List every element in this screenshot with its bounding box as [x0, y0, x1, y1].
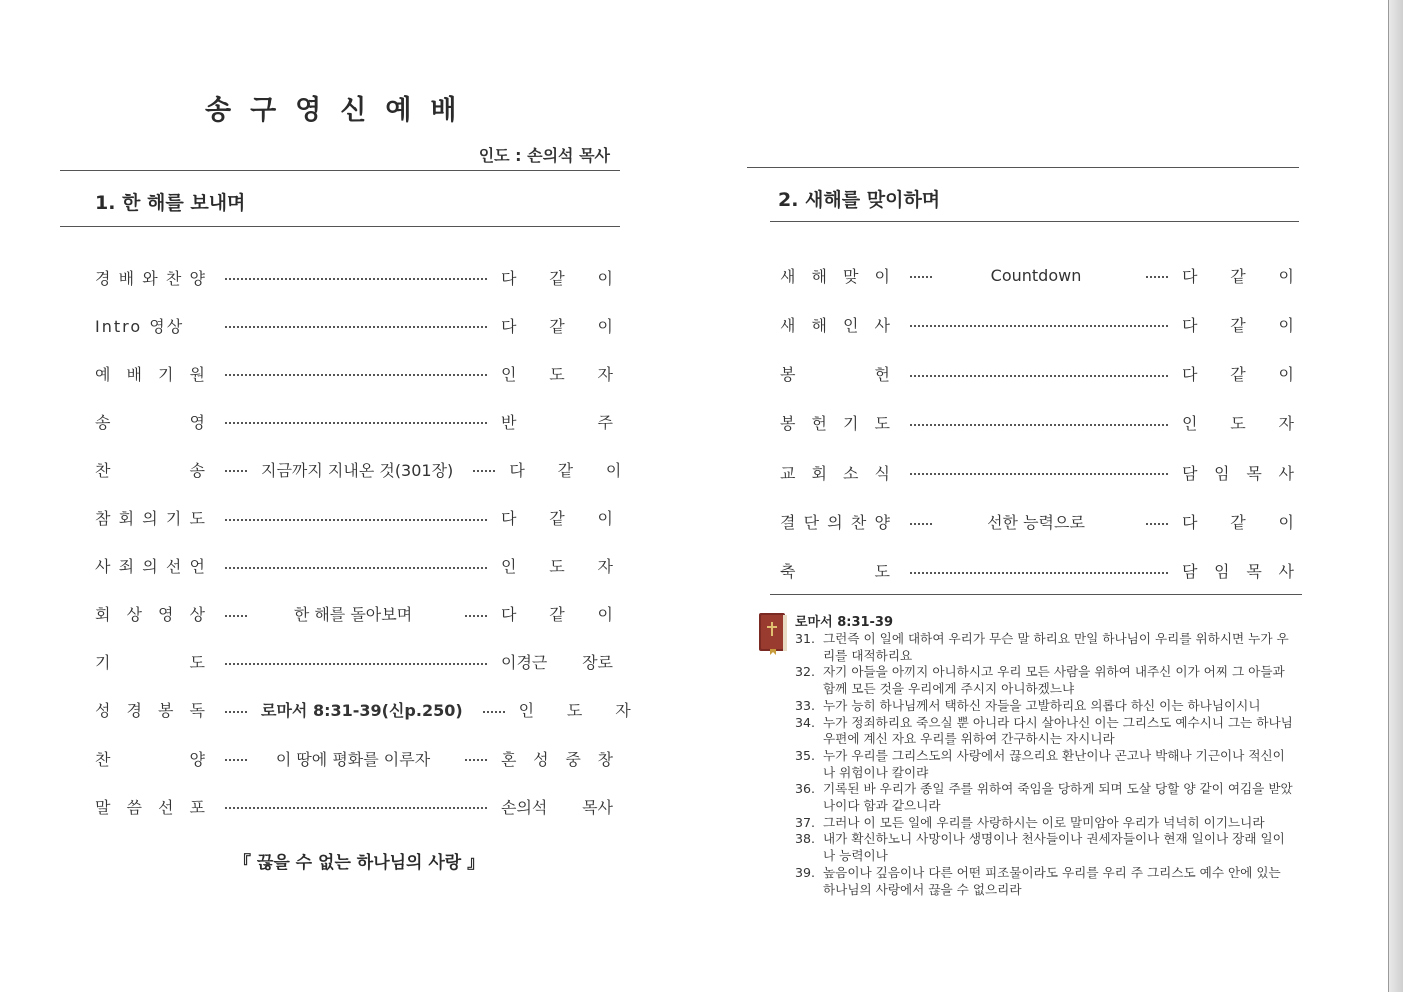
item-responder: 담 임 목 사: [1182, 562, 1294, 582]
item-responder: 다 같 이: [501, 316, 613, 336]
item-label: 경 배 와 찬 양: [95, 268, 205, 288]
verse-text: 기록된 바 우리가 종일 주를 위하여 죽임을 당하게 되며 도살 당할 양 같이 여김을 받았나이다 함과 같으니라: [823, 781, 1293, 814]
verse-item: [795, 748, 1295, 781]
page-title: 송구영신예배: [205, 95, 476, 126]
item-detail: Countdown: [990, 265, 1082, 285]
service-item: [780, 408, 1294, 438]
item-responder: 다 같 이: [501, 268, 613, 288]
dot-leader: [225, 759, 247, 761]
item-responder: 다 같 이: [1182, 513, 1294, 532]
service-item: [95, 791, 613, 821]
service-item: [780, 457, 1294, 487]
dot-leader: [225, 278, 487, 280]
dot-leader: [1146, 276, 1168, 278]
dot-leader: [225, 711, 247, 713]
verse-item: [795, 815, 1295, 832]
item-label: 찬 양: [95, 749, 205, 769]
dot-leader: [910, 424, 1168, 426]
item-responder: 이경근 장로: [501, 653, 613, 673]
item-responder: 다 같 이: [1182, 365, 1294, 385]
verse-item: [795, 631, 1295, 664]
item-responder: 다 같 이: [1182, 266, 1294, 286]
dot-leader: [910, 325, 1168, 327]
verse-item: [795, 698, 1295, 715]
verse-text: 자기 아들을 아끼지 아니하시고 우리 모든 사람을 위하여 내주신 이가 어찌 그 아들과 함께 모든 것을 우리에게 주시지 아니하겠느냐: [823, 664, 1285, 697]
verse-number: 31.: [795, 631, 816, 646]
item-label: 성 경 봉 독: [95, 701, 205, 721]
item-detail: 이 땅에 평화를 이루자: [275, 749, 431, 769]
verse-number: 38.: [795, 831, 816, 847]
section2-heading: 2. 새해를 맞이하며: [778, 189, 941, 211]
item-responder: 다 같 이: [501, 605, 613, 625]
dot-leader: [225, 470, 247, 472]
dot-leader: [225, 374, 487, 376]
item-label: 송 영: [95, 412, 205, 432]
item-responder: 반 주: [501, 412, 613, 432]
item-label: 기 도: [95, 653, 205, 673]
service-item: [780, 359, 1294, 389]
verse-number: 36.: [795, 781, 816, 797]
verse-item: [795, 781, 1295, 814]
item-label: 봉 헌 기 도: [780, 414, 890, 434]
service-item: [95, 262, 613, 292]
verse-item: [795, 664, 1295, 697]
dot-leader: [483, 711, 505, 713]
dot-leader: [910, 375, 1168, 377]
item-responder: 다 같 이: [501, 509, 613, 528]
item-label: 예 배 기 원: [95, 364, 205, 384]
verse-item: [795, 831, 1295, 864]
bible-icon: [752, 610, 792, 656]
item-responder: 다 같 이: [509, 460, 622, 480]
verse-item: [795, 865, 1295, 898]
item-responder: 손의석 목사: [501, 797, 613, 817]
service-item: [95, 551, 613, 581]
item-label: Intro 영상: [95, 316, 185, 336]
divider: [60, 226, 620, 227]
service-item: [95, 503, 613, 533]
service-item: [95, 406, 613, 436]
divider: [770, 594, 1302, 595]
dot-leader: [910, 276, 932, 278]
verse-number: 34.: [795, 714, 816, 730]
dot-leader: [225, 519, 487, 521]
service-item: [95, 647, 613, 677]
item-label: 찬 송: [95, 460, 205, 480]
item-responder: 인 도 자: [501, 364, 613, 384]
item-responder: 혼 성 중 창: [501, 749, 613, 769]
section1-heading: 1. 한 해를 보내며: [95, 192, 246, 214]
service-item: [780, 309, 1294, 339]
item-responder: 다 같 이: [1182, 315, 1294, 335]
item-label: 축 도: [780, 562, 890, 582]
page-edge: [1389, 0, 1403, 992]
item-responder: 인 도 자: [518, 701, 631, 721]
sermon-title: 『 끊을 수 없는 하나님의 사랑 』: [234, 853, 485, 873]
dot-leader: [225, 422, 487, 424]
verse-text: 누가 우리를 그리스도의 사랑에서 끊으리요 환난이나 곤고나 박해나 기근이나 적신이나 위험이나 칼이랴: [823, 747, 1285, 780]
verse-text: 내가 확신하노니 사망이나 생명이나 천사들이나 권세자들이나 현재 일이나 장래 일이나 능력이나: [823, 831, 1285, 864]
verse-text: 그러나 이 모든 일에 우리를 사랑하시는 이로 말미암아 우리가 넉넉히 이기느니라: [823, 814, 1265, 830]
item-label: 말 씀 선 포: [95, 797, 205, 817]
divider: [747, 167, 1299, 168]
service-item: [95, 358, 613, 388]
verse-text: 누가 능히 하나님께서 택하신 자들을 고발하리요 의롭다 하신 이는 하나님이시니: [823, 697, 1261, 713]
verse-text: 누가 정죄하리요 죽으실 뿐 아니라 다시 살아나신 이는 그리스도 예수시니 그는 하나님 우편에 계신 자요 우리를 위하여 간구하시는 자시니라: [823, 714, 1293, 747]
dot-leader: [465, 759, 487, 761]
divider: [60, 170, 620, 171]
item-detail: 로마서 8:31-39(신p.250): [261, 701, 463, 721]
item-responder: 담 임 목 사: [1182, 463, 1294, 483]
dot-leader: [225, 663, 487, 665]
service-item: [95, 454, 622, 484]
service-item: [95, 599, 613, 629]
service-item: [780, 556, 1294, 586]
item-responder: 인 도 자: [501, 557, 613, 577]
scripture-reference: 로마서 8:31-39: [795, 615, 894, 630]
dot-leader: [225, 615, 247, 617]
verse-number: 39.: [795, 864, 816, 880]
leader-line: 인도 : 손의석 목사: [478, 146, 610, 165]
item-responder: 인 도 자: [1182, 414, 1294, 434]
item-label: 결 단 의 찬 양: [780, 513, 890, 532]
scripture-verses: [795, 631, 1295, 898]
verse-number: 35.: [795, 747, 816, 763]
item-label: 봉 헌: [780, 365, 890, 385]
service-item: [95, 743, 613, 773]
dot-leader: [225, 567, 487, 569]
service-item: [780, 507, 1294, 537]
dot-leader: [465, 615, 487, 617]
dot-leader: [910, 523, 932, 525]
verse-text: 그런즉 이 일에 대하여 우리가 무슨 말 하리요 만일 하나님이 우리를 위하시면 누가 우리를 대적하리요: [823, 631, 1289, 663]
dot-leader: [473, 470, 495, 472]
service-item: [95, 695, 631, 725]
dot-leader: [910, 572, 1168, 574]
divider: [770, 221, 1299, 222]
dot-leader: [225, 807, 487, 809]
verse-number: 33.: [795, 697, 816, 713]
item-label: 새 해 인 사: [780, 315, 890, 335]
dot-leader: [910, 473, 1168, 475]
item-label: 새 해 맞 이: [780, 266, 890, 286]
service-item: [95, 310, 613, 340]
verse-number: 37.: [795, 814, 816, 830]
dot-leader: [1146, 523, 1168, 525]
item-label: 사 죄 의 선 언: [95, 557, 205, 577]
item-label: 교 회 소 식: [780, 463, 890, 483]
item-detail: 지금까지 지내온 것(301장): [261, 460, 454, 480]
verse-number: 32.: [795, 664, 816, 680]
item-label: 참 회 의 기 도: [95, 509, 205, 528]
service-item: [780, 260, 1294, 290]
verse-text: 높음이나 깊음이나 다른 어떤 피조물이라도 우리를 우리 주 그리스도 예수 안에 있는 하나님의 사랑에서 끊을 수 없으리라: [823, 864, 1281, 897]
dot-leader: [225, 326, 487, 328]
verse-item: [795, 715, 1295, 748]
item-label: 회 상 영 상: [95, 605, 205, 625]
item-detail: 선한 능력으로: [987, 513, 1085, 532]
item-detail: 한 해를 돌아보며: [293, 605, 413, 625]
